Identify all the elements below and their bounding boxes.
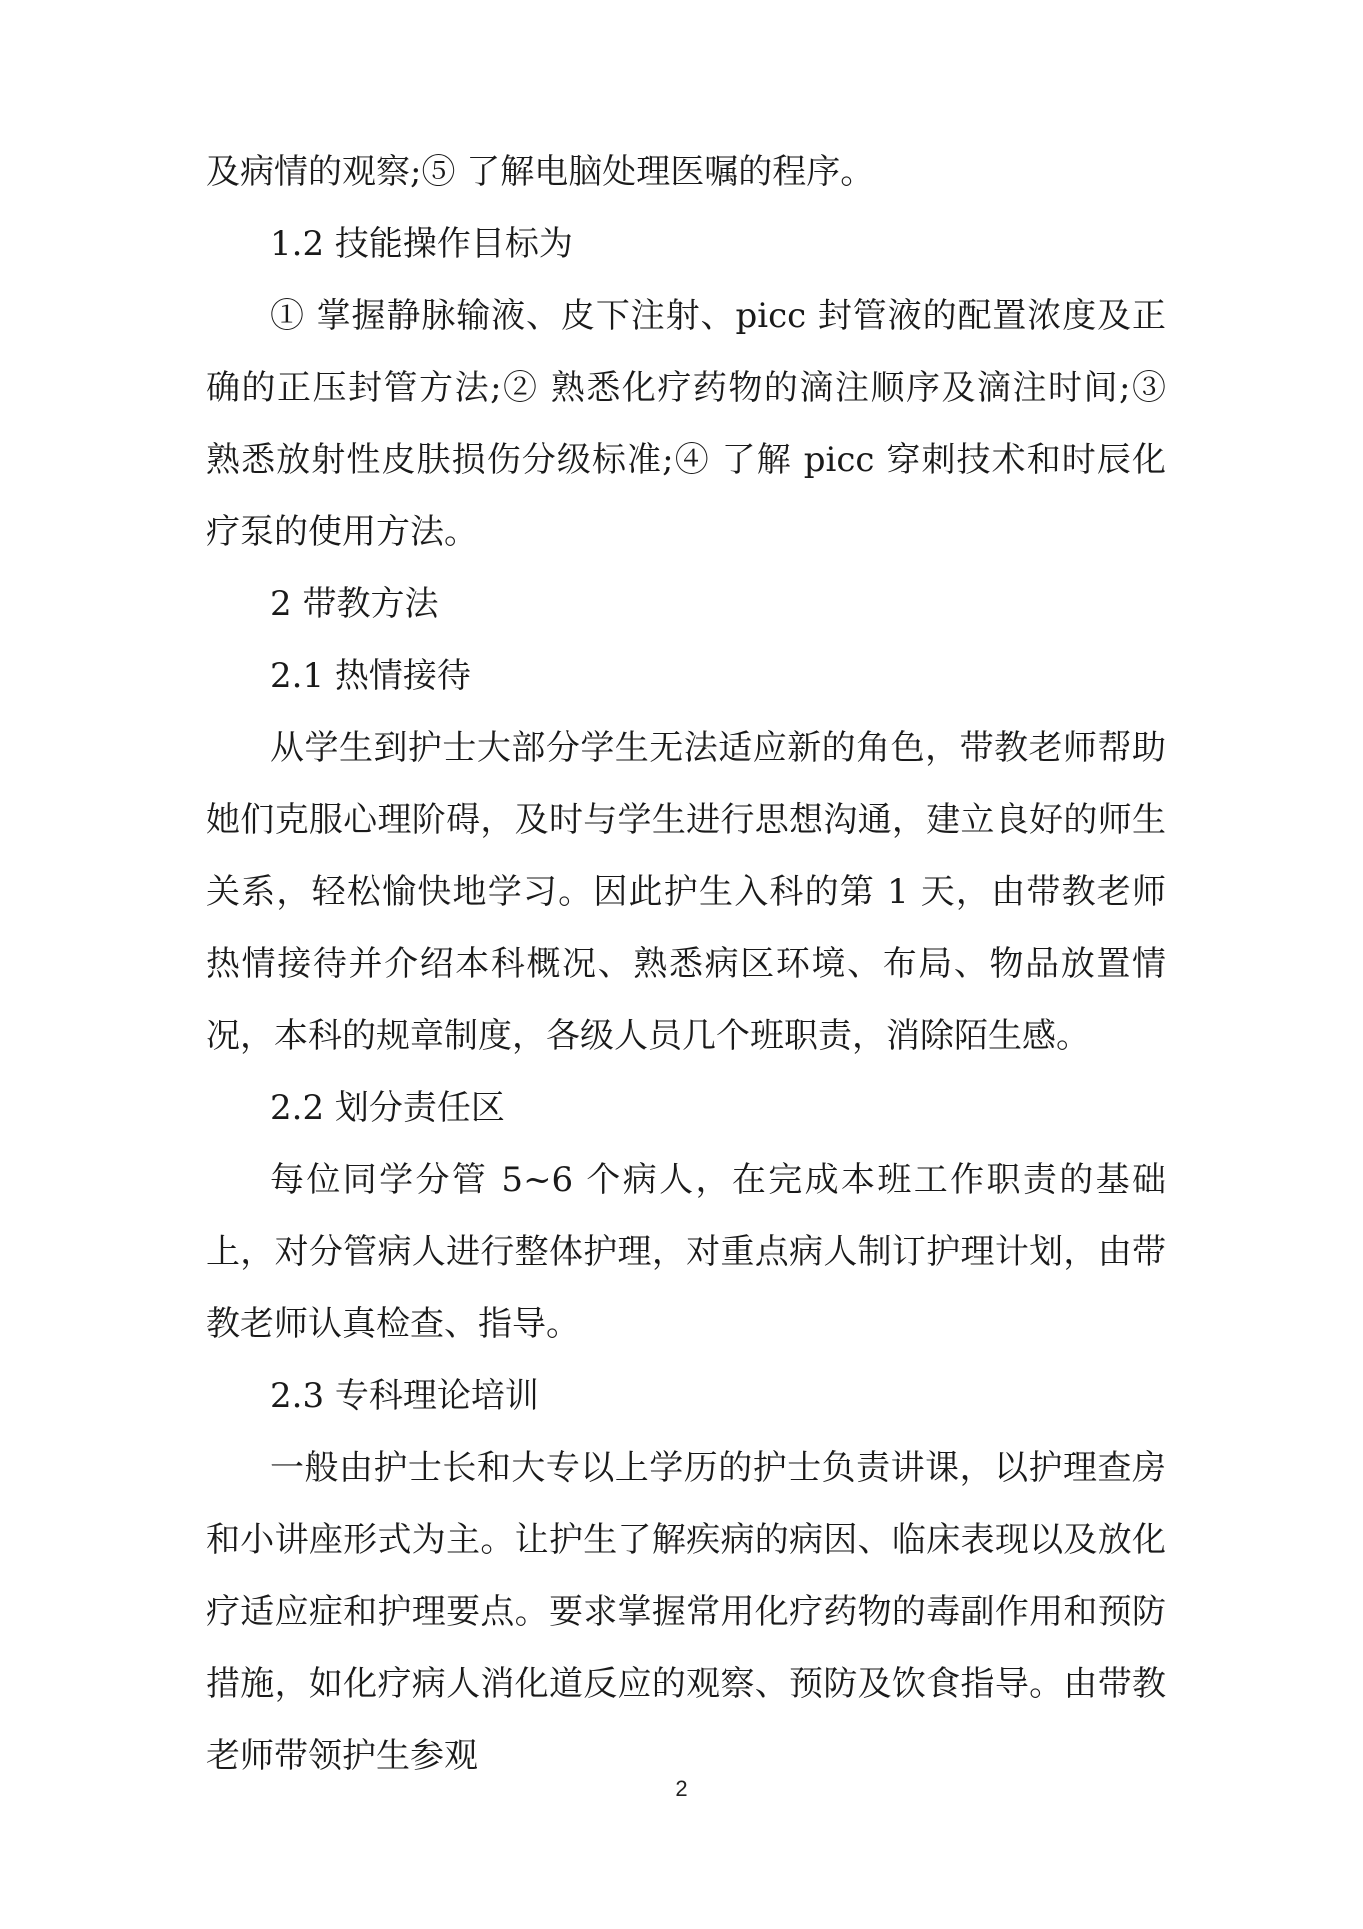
paragraph-responsibility: 每位同学分管 5~6 个病人，在完成本班工作职责的基础上，对分管病人进行整体护理，对重点病人制订护理计划，由带教老师认真检查、指导。 xyxy=(206,1160,1166,1344)
heading-2: 2 带教方法 xyxy=(270,584,439,624)
paragraph-skills: ① 掌握静脉输液、皮下注射、picc 封管液的配置浓度及正确的正压封管方法;② 熟悉化疗药物的滴注顺序及滴注时间;③ 熟悉放射性皮肤损伤分级标准;④ 了解 picc 穿刺技术和时辰化疗泵的使用方法。 xyxy=(206,296,1166,552)
body-text xyxy=(206,136,1166,1792)
paragraph-reception: 从学生到护士大部分学生无法适应新的角色，带教老师帮助她们克服心理阶碍，及时与学生进行思想沟通，建立良好的师生关系，轻松愉快地学习。因此护生入科的第 1 天，由带教老师热情接待并介绍本科概况、熟悉病区环境、布局、物品放置情况，本科的规章制度，各级人员几个班职责，消除陌生感。 xyxy=(206,728,1166,1056)
heading-2-3: 2.3 专科理论培训 xyxy=(270,1376,539,1416)
paragraph-continuation: 及病情的观察;⑤ 了解电脑处理医嘱的程序。 xyxy=(206,152,875,192)
heading-1-2: 1.2 技能操作目标为 xyxy=(270,224,573,264)
page-number: 2 xyxy=(675,1776,688,1801)
heading-2-2: 2.2 划分责任区 xyxy=(270,1088,505,1128)
paragraph-training: 一般由护士长和大专以上学历的护士负责讲课，以护理查房和小讲座形式为主。让护生了解疾病的病因、临床表现以及放化疗适应症和护理要点。要求掌握常用化疗药物的毒副作用和预防措施，如化疗病人消化道反应的观察、预防及饮食指导。由带教老师带领护生参观 xyxy=(206,1448,1166,1776)
heading-2-1: 2.1 热情接待 xyxy=(270,656,471,696)
